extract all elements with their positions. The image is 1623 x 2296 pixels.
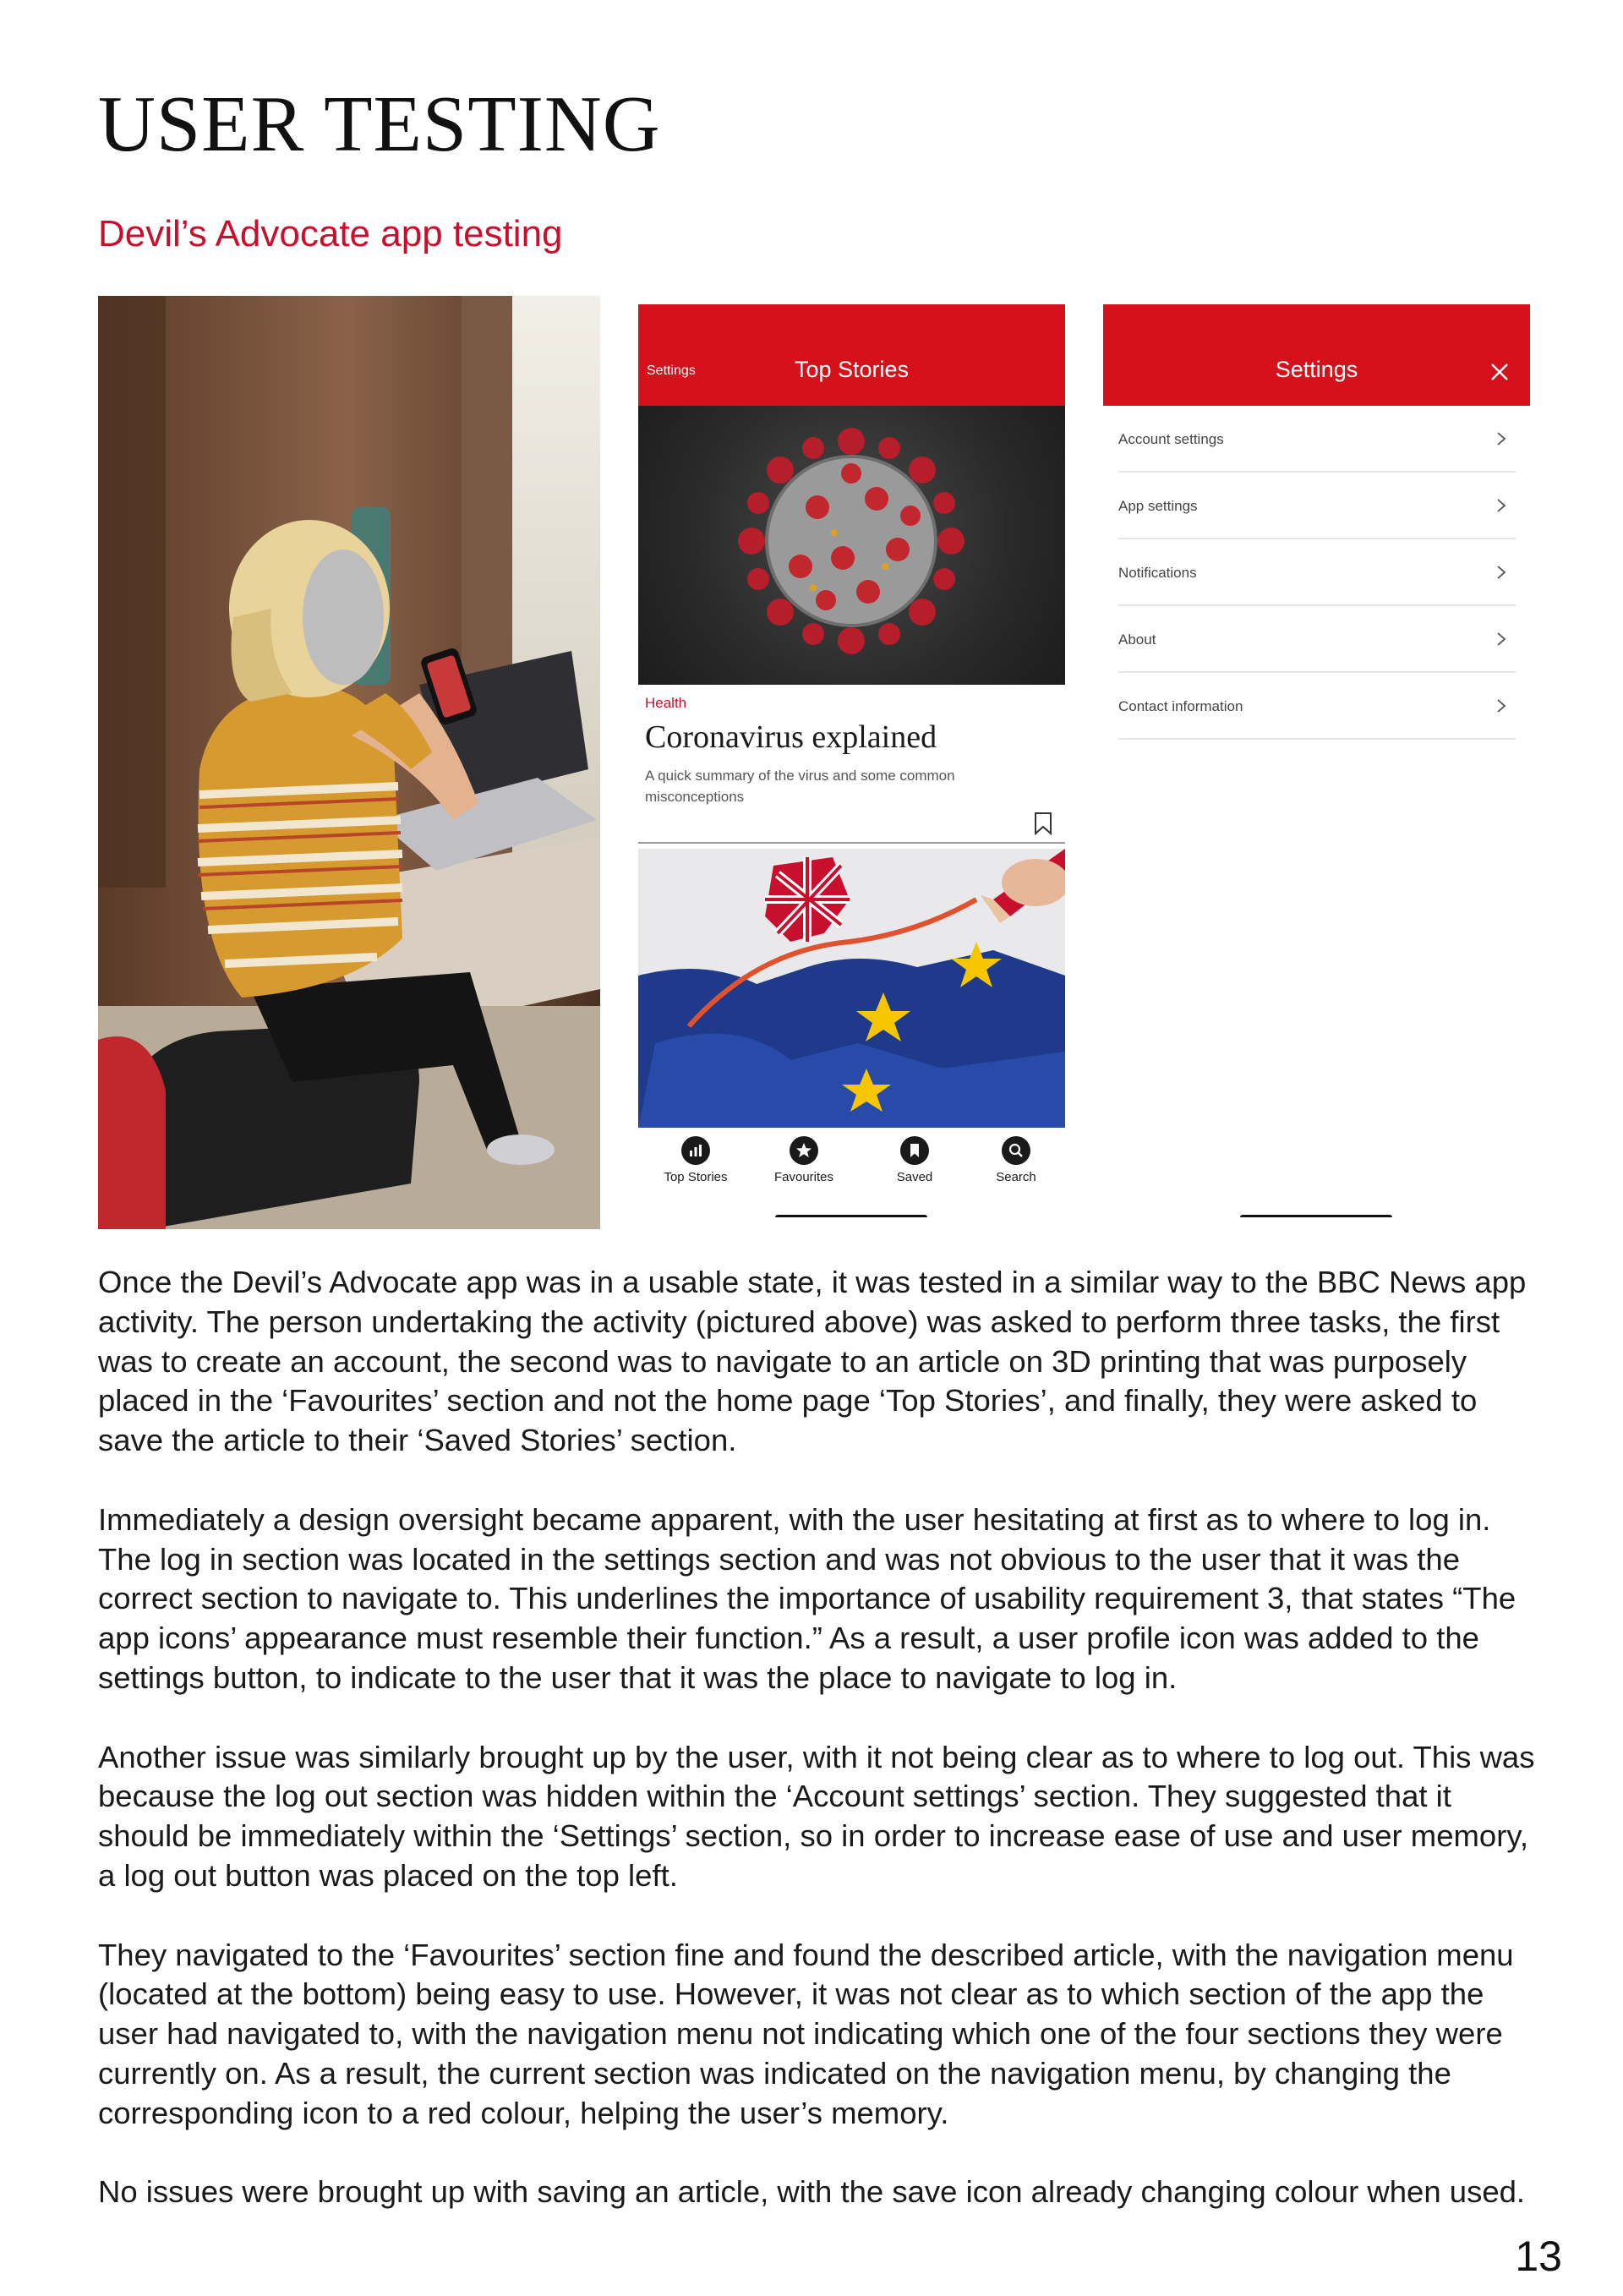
nav-label: Search (996, 1170, 1036, 1184)
nav-label: Top Stories (664, 1170, 728, 1184)
top-stories-header (638, 304, 1065, 406)
home-indicator (1240, 1215, 1392, 1217)
star-icon (790, 1136, 818, 1165)
page-subtitle: Devil’s Advocate app testing (98, 213, 563, 254)
menu-item-contact-information[interactable] (1118, 673, 1516, 740)
search-icon (1002, 1136, 1030, 1165)
brexit-map-image[interactable] (638, 849, 1065, 1128)
menu-item-label: App settings (1118, 498, 1198, 514)
bookmark-icon[interactable] (1034, 812, 1052, 835)
chevron-right-icon (1495, 563, 1507, 582)
nav-label: Favourites (773, 1170, 834, 1184)
bar-chart-icon (681, 1136, 710, 1165)
header-settings-link[interactable]: Settings (647, 364, 696, 378)
close-icon[interactable] (1489, 362, 1510, 382)
nav-saved[interactable] (868, 1131, 961, 1184)
paragraph: Once the Devil’s Advocate app was in a usable state, it was tested in a similar way to the BBC News app activity. The person undertaking the activity (pictured above) was asked to perform three tasks, the first was to create an account, the second was to navigate to an article on 3D printing that was purposely placed in the ‘Favourites’ section and not the home page ‘Top Stories’, and finally, they were asked to save the article to their ‘Saved Stories’ section. (98, 1265, 1527, 1458)
user-testing-photo (98, 296, 600, 1229)
chevron-right-icon (1495, 697, 1507, 715)
page-number: 13 (1515, 2233, 1562, 2280)
page-title: USER TESTING (98, 80, 661, 168)
article-summary: A quick summary of the virus and some common misconceptions (645, 768, 955, 805)
nav-top-stories[interactable] (649, 1131, 742, 1184)
phone-settings (1103, 304, 1530, 1217)
menu-item-label: Account settings (1118, 431, 1224, 447)
menu-item-label: Contact information (1118, 698, 1243, 714)
home-indicator (775, 1215, 927, 1217)
menu-item-label: About (1118, 631, 1156, 648)
menu-item-notifications[interactable] (1118, 539, 1516, 606)
bookmark-icon (900, 1136, 929, 1165)
menu-item-app-settings[interactable] (1118, 473, 1516, 539)
article-section-tag[interactable]: Health (645, 695, 687, 711)
chevron-right-icon (1495, 429, 1507, 448)
coronavirus-image[interactable] (638, 406, 1065, 685)
nav-search[interactable] (970, 1131, 1063, 1184)
menu-item-label: Notifications (1118, 565, 1197, 581)
article-headline[interactable]: Coronavirus explained (645, 719, 937, 755)
nav-label: Saved (896, 1170, 933, 1184)
phone-top-stories (638, 304, 1065, 1217)
bottom-navigation (638, 1131, 1065, 1199)
menu-item-about[interactable] (1118, 606, 1516, 673)
chevron-right-icon (1495, 630, 1507, 648)
paragraph: They navigated to the ‘Favourites’ section fine and found the described article, with the navigation menu (located at the bottom) being easy to use. However, it was not clear as to which section of the app the user had navigated to, with the navigation menu not indicating which one of the four sections they were currently on. As a result, the current section was indicated on the navigation menu, by changing the corresponding icon to a red colour, helping the user’s memory. (98, 1937, 1514, 2130)
settings-menu (1118, 406, 1516, 740)
article-divider (638, 842, 1065, 844)
header-title: Settings (1275, 357, 1358, 382)
paragraph: Another issue was similarly brought up by the user, with it not being clear as to where to log out. This was because the log out section was hidden within the ‘Account settings’ section. They suggested that it should be immediately within the ‘Settings’ section, so in order to increase ease of use and user memory, a log out button was placed on the top left. (98, 1739, 1535, 1893)
header-title: Top Stories (794, 357, 910, 382)
nav-favourites[interactable] (757, 1131, 850, 1184)
body-text (98, 1263, 1535, 2252)
paragraph: No issues were brought up with saving an article, with the save icon already changing colour when used. (98, 2174, 1526, 2210)
paragraph: Immediately a design oversight became apparent, with the user hesitating at first as to where to log in. The log in section was located in the settings section and was not obvious to the user that it was the correct section to navigate to. This underlines the importance of usability requirement 3, that states “The app icons’ appearance must resemble their function.” As a result, a user profile icon was added to the settings button, to indicate to the user that it was the place to navigate to log in. (98, 1501, 1516, 1695)
settings-header (1103, 304, 1530, 406)
menu-item-account-settings[interactable] (1118, 406, 1516, 473)
chevron-right-icon (1495, 496, 1507, 515)
